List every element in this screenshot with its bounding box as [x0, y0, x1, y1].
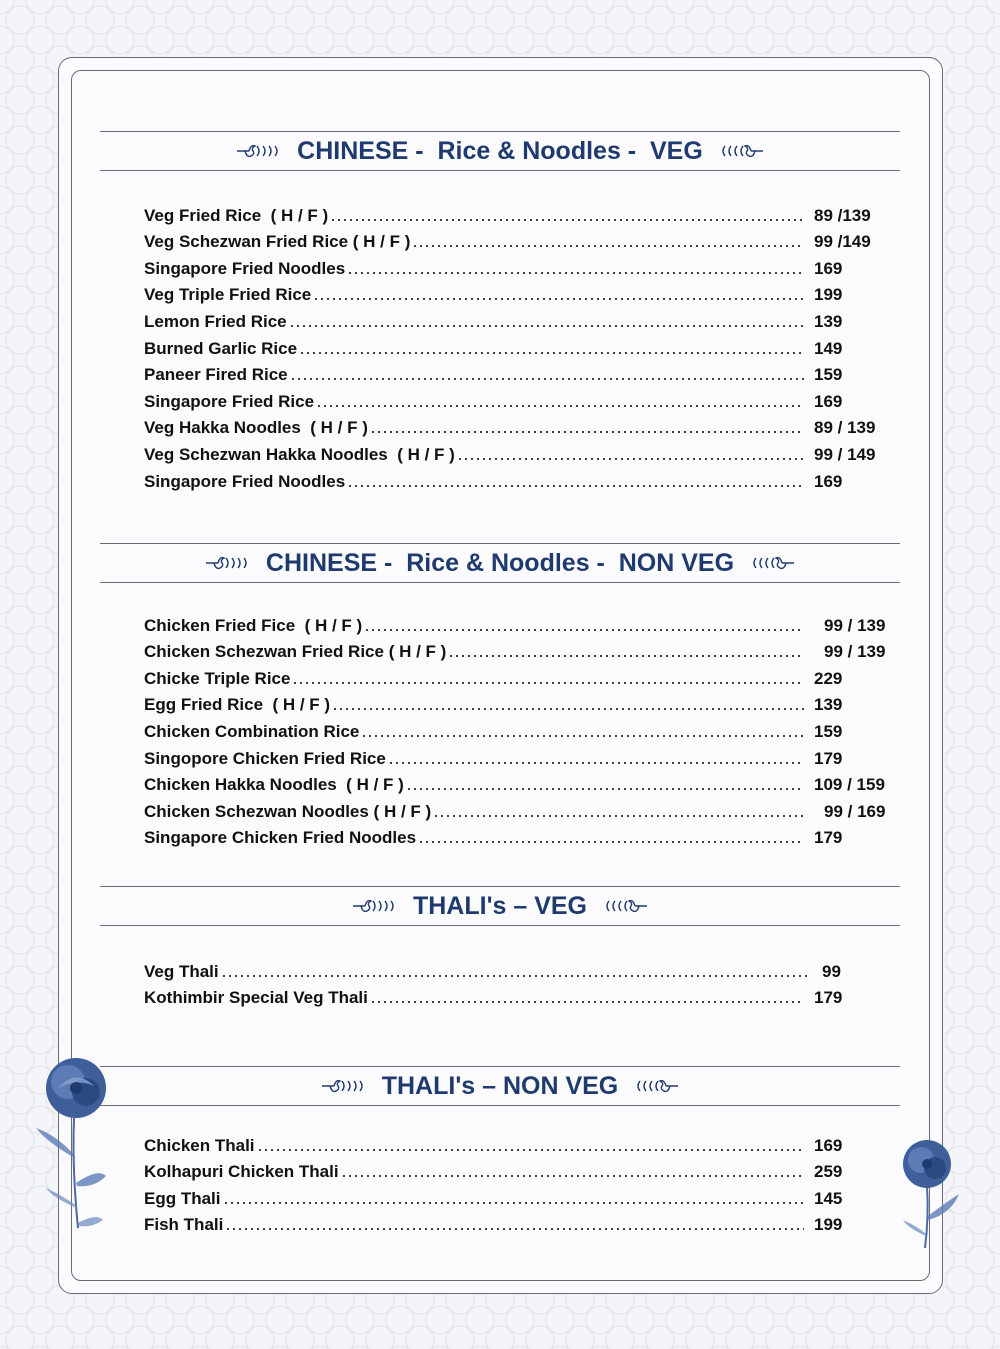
- section-thali-nonveg: [100, 1066, 900, 1235]
- section-chinese-nonveg: [100, 543, 900, 848]
- dot-leader: [361, 735, 804, 737]
- item-name: Chicke Triple Rice: [144, 668, 291, 688]
- item-price: 99 /149: [814, 232, 871, 252]
- menu-item: [144, 438, 904, 465]
- section-title: THALI's – NON VEG: [381, 1071, 619, 1100]
- menu-item: [144, 662, 904, 689]
- menu-item: [144, 609, 904, 636]
- item-name: Veg Hakka Noodles ( H / F ): [144, 418, 368, 438]
- menu-item: [144, 636, 904, 663]
- item-price: 179: [814, 988, 843, 1008]
- item-name: Singapore Fried Noodles: [144, 258, 346, 278]
- dot-leader: [406, 788, 804, 790]
- menu-item: [144, 412, 904, 439]
- section-header: [100, 886, 900, 926]
- item-name: Egg Thali: [144, 1188, 221, 1208]
- dot-leader: [418, 841, 804, 843]
- dot-leader: [299, 352, 804, 354]
- dot-leader: [221, 975, 810, 977]
- item-price: 169: [814, 1135, 843, 1155]
- item-price: 159: [814, 721, 843, 741]
- section-title: THALI's – VEG: [412, 891, 588, 920]
- item-list: [144, 199, 904, 492]
- dot-leader: [448, 655, 804, 657]
- item-price: 149: [814, 338, 843, 358]
- dot-leader: [347, 485, 804, 487]
- section-thali-veg: [100, 886, 900, 1008]
- flourish-ornament-icon: [634, 1075, 680, 1097]
- item-price: 199: [814, 285, 843, 305]
- dot-leader: [433, 815, 804, 817]
- section-header: [100, 131, 900, 171]
- menu-item: [144, 822, 904, 849]
- menu-item: [144, 385, 904, 412]
- menu-item: [144, 689, 904, 716]
- item-name: Chicken Fried Fice ( H / F ): [144, 615, 363, 635]
- dot-leader: [290, 378, 804, 380]
- flourish-ornament-icon: [351, 895, 397, 917]
- item-name: Veg Fried Rice ( H / F ): [144, 205, 329, 225]
- item-price: 89 /139: [814, 205, 871, 225]
- item-name: Chicken Hakka Noodles ( H / F ): [144, 775, 404, 795]
- menu-item: [144, 1156, 904, 1183]
- item-price: 89 / 139: [814, 418, 876, 438]
- dot-leader: [330, 219, 804, 221]
- dot-leader: [313, 298, 804, 300]
- dot-leader: [289, 325, 804, 327]
- item-price: 109 / 159: [814, 775, 885, 795]
- menu-item: [144, 359, 904, 386]
- menu-item: [144, 226, 904, 253]
- menu-item: [144, 1209, 904, 1236]
- item-price: 99 / 149: [814, 444, 876, 464]
- item-price: 229: [814, 668, 843, 688]
- blue-rose-icon: [893, 1136, 965, 1251]
- dot-leader: [292, 682, 804, 684]
- dot-leader: [225, 1228, 804, 1230]
- section-header: [100, 543, 900, 583]
- item-name: Chicken Schezwan Noodles ( H / F ): [144, 801, 432, 821]
- menu-item: [144, 795, 904, 822]
- item-name: Singapore Fried Noodles: [144, 471, 346, 491]
- dot-leader: [412, 245, 804, 247]
- section-title: CHINESE - Rice & Noodles - VEG: [297, 136, 703, 165]
- item-name: Veg Triple Fried Rice: [144, 285, 312, 305]
- flourish-ornament-icon: [320, 1075, 366, 1097]
- flourish-ornament-icon: [204, 552, 250, 574]
- item-list: [144, 609, 904, 848]
- dot-leader: [347, 272, 804, 274]
- item-name: Singapore Fried Rice: [144, 391, 315, 411]
- menu-item: [144, 715, 904, 742]
- item-price: 169: [814, 258, 843, 278]
- menu-item: [144, 465, 904, 492]
- item-price: 99 / 139: [824, 642, 886, 662]
- item-price: 169: [814, 471, 843, 491]
- item-price: 145: [814, 1188, 843, 1208]
- dot-leader: [341, 1175, 804, 1177]
- item-name: Kothimbir Special Veg Thali: [144, 988, 368, 1008]
- dot-leader: [332, 708, 804, 710]
- item-list: [144, 1129, 904, 1235]
- menu-item: [144, 1182, 904, 1209]
- item-price: 99 / 169: [824, 801, 886, 821]
- item-price: 169: [814, 391, 843, 411]
- flourish-ornament-icon: [235, 140, 281, 162]
- item-name: Veg Schezwan Fried Rice ( H / F ): [144, 232, 411, 252]
- menu-item: [144, 199, 904, 226]
- item-name: Chicken Thali: [144, 1135, 255, 1155]
- flourish-ornament-icon: [719, 140, 765, 162]
- item-price: 159: [814, 365, 843, 385]
- item-name: Veg Thali: [144, 961, 219, 981]
- menu-item: [144, 742, 904, 769]
- flourish-ornament-icon: [603, 895, 649, 917]
- dot-leader: [364, 629, 804, 631]
- item-name: Chicken Schezwan Fried Rice ( H / F ): [144, 642, 447, 662]
- item-name: Singopore Chicken Fried Rice: [144, 748, 386, 768]
- item-price: 179: [814, 748, 843, 768]
- dot-leader: [316, 405, 804, 407]
- item-name: Chicken Combination Rice: [144, 721, 360, 741]
- dot-leader: [370, 1001, 804, 1003]
- menu-item: [144, 982, 904, 1009]
- dot-leader: [223, 1202, 805, 1204]
- menu-item: [144, 955, 904, 982]
- menu-item: [144, 769, 904, 796]
- blue-rose-icon: [28, 1048, 118, 1233]
- section-header: [100, 1066, 900, 1106]
- flourish-ornament-icon: [750, 552, 796, 574]
- section-title: CHINESE - Rice & Noodles - NON VEG: [265, 548, 735, 577]
- item-price: 99: [822, 961, 841, 981]
- item-price: 199: [814, 1215, 843, 1235]
- menu-item: [144, 279, 904, 306]
- menu-item: [144, 252, 904, 279]
- item-name: Kolhapuri Chicken Thali: [144, 1162, 339, 1182]
- item-name: Fish Thali: [144, 1215, 224, 1235]
- item-price: 139: [814, 311, 843, 331]
- item-name: Paneer Fired Rice: [144, 365, 288, 385]
- menu-item: [144, 332, 904, 359]
- dot-leader: [370, 431, 804, 433]
- dot-leader: [457, 458, 804, 460]
- item-name: Veg Schezwan Hakka Noodles ( H / F ): [144, 444, 455, 464]
- menu-item: [144, 1129, 904, 1156]
- dot-leader: [388, 762, 804, 764]
- menu-item: [144, 305, 904, 332]
- item-price: 99 / 139: [824, 615, 886, 635]
- item-name: Singapore Chicken Fried Noodles: [144, 828, 417, 848]
- item-price: 139: [814, 695, 843, 715]
- item-name: Burned Garlic Rice: [144, 338, 298, 358]
- item-price: 259: [814, 1162, 843, 1182]
- item-name: Egg Fried Rice ( H / F ): [144, 695, 331, 715]
- item-name: Lemon Fried Rice: [144, 311, 287, 331]
- item-price: 179: [814, 828, 843, 848]
- item-list: [144, 955, 904, 1008]
- dot-leader: [257, 1149, 804, 1151]
- section-chinese-veg: [100, 131, 900, 491]
